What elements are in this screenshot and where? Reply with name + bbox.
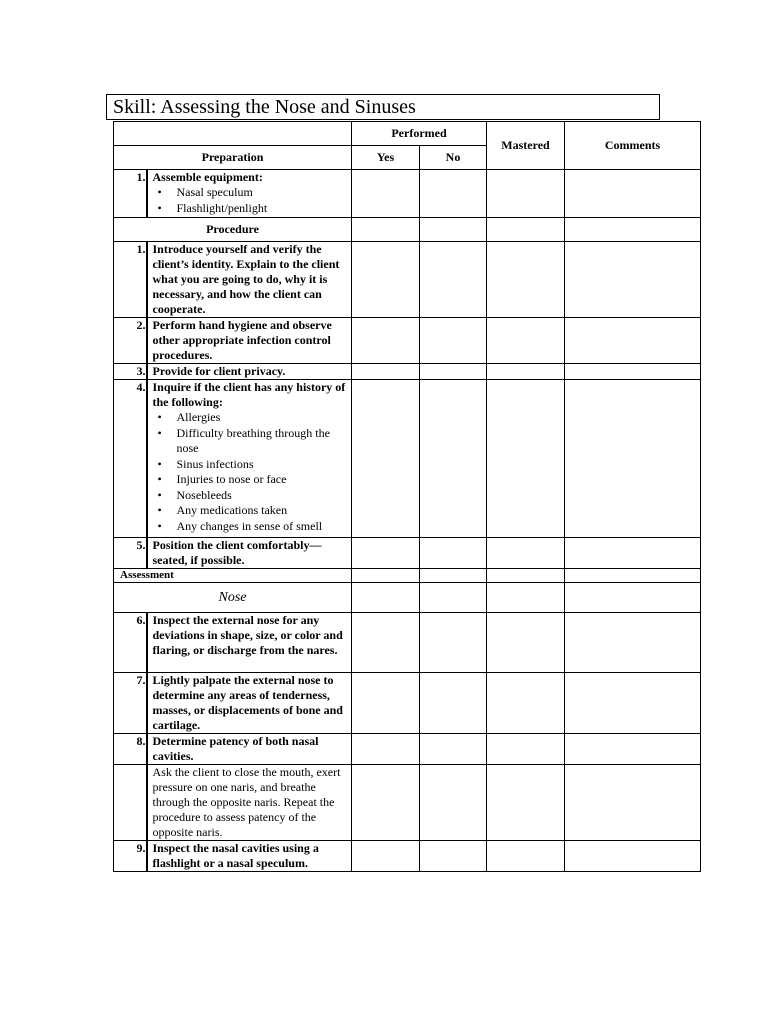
no-header: No bbox=[420, 146, 487, 170]
step-text: Determine patency of both nasal cavities. bbox=[147, 734, 352, 765]
step-number: 6. bbox=[114, 613, 147, 673]
mastered-cell[interactable] bbox=[487, 242, 565, 318]
step-number: 5. bbox=[114, 538, 147, 569]
mastered-cell[interactable] bbox=[487, 613, 565, 673]
step-text: Ask the client to close the mouth, exert pressure on one naris, and breathe through the opposite naris. Repeat the procedure to assess patency of the opposite naris. bbox=[147, 765, 352, 841]
comments-cell[interactable] bbox=[565, 538, 701, 569]
table-row bbox=[114, 673, 701, 734]
yes-cell[interactable] bbox=[352, 583, 420, 613]
yes-cell[interactable] bbox=[352, 380, 420, 538]
comments-header: Comments bbox=[565, 122, 701, 170]
list-item: • Injuries to nose or face bbox=[153, 472, 352, 488]
preparation-header: Preparation bbox=[114, 146, 352, 170]
page-title: Skill: Assessing the Nose and Sinuses bbox=[113, 96, 416, 118]
step-number: 8. bbox=[114, 734, 147, 765]
comments-cell[interactable] bbox=[565, 380, 701, 538]
comments-cell[interactable] bbox=[565, 765, 701, 841]
performed-header: Performed bbox=[352, 122, 487, 146]
equipment-list bbox=[153, 185, 352, 216]
mastered-cell[interactable] bbox=[487, 765, 565, 841]
step-number: 4. bbox=[114, 380, 147, 538]
no-cell[interactable] bbox=[420, 364, 487, 380]
step-number: 9. bbox=[114, 841, 147, 872]
step-text: Provide for client privacy. bbox=[147, 364, 352, 380]
table-row bbox=[114, 734, 701, 765]
table-row bbox=[114, 613, 701, 673]
list-item: • Difficulty breathing through the nose bbox=[153, 426, 352, 457]
step-text bbox=[147, 170, 352, 218]
yes-cell[interactable] bbox=[352, 613, 420, 673]
mastered-cell[interactable] bbox=[487, 318, 565, 364]
mastered-cell[interactable] bbox=[487, 538, 565, 569]
comments-cell[interactable] bbox=[565, 218, 701, 242]
step-text: Inspect the external nose for any deviations in shape, size, or color and flaring, or discharge from the nares. bbox=[147, 613, 352, 673]
comments-cell[interactable] bbox=[565, 841, 701, 872]
yes-cell[interactable] bbox=[352, 569, 420, 583]
title-box bbox=[106, 94, 660, 120]
mastered-cell[interactable] bbox=[487, 218, 565, 242]
mastered-cell[interactable] bbox=[487, 734, 565, 765]
nose-subheading: Nose bbox=[114, 583, 352, 613]
list-item: • Allergies bbox=[153, 410, 352, 426]
procedure-label-row bbox=[114, 218, 701, 242]
no-cell[interactable] bbox=[420, 765, 487, 841]
list-item: • Any medications taken bbox=[153, 503, 352, 519]
table-row bbox=[114, 170, 701, 218]
mastered-cell[interactable] bbox=[487, 170, 565, 218]
comments-cell[interactable] bbox=[565, 364, 701, 380]
mastered-cell[interactable] bbox=[487, 841, 565, 872]
yes-cell[interactable] bbox=[352, 318, 420, 364]
table-row bbox=[114, 318, 701, 364]
step-number: 2. bbox=[114, 318, 147, 364]
mastered-cell[interactable] bbox=[487, 583, 565, 613]
no-cell[interactable] bbox=[420, 583, 487, 613]
header-empty bbox=[114, 122, 352, 146]
step-text: Perform hand hygiene and observe other appropriate infection control procedures. bbox=[147, 318, 352, 364]
step-title: Inquire if the client has any history of the following: bbox=[152, 380, 346, 409]
no-cell[interactable] bbox=[420, 538, 487, 569]
step-title: Assemble equipment: bbox=[152, 170, 263, 184]
yes-cell[interactable] bbox=[352, 841, 420, 872]
no-cell[interactable] bbox=[420, 380, 487, 538]
header-row-1 bbox=[114, 122, 701, 146]
skill-checklist-table bbox=[113, 121, 701, 872]
mastered-cell[interactable] bbox=[487, 364, 565, 380]
step-number: 1. bbox=[114, 242, 147, 318]
list-item: • Sinus infections bbox=[153, 457, 352, 473]
mastered-header: Mastered bbox=[487, 122, 565, 170]
nose-label-row bbox=[114, 583, 701, 613]
comments-cell[interactable] bbox=[565, 318, 701, 364]
no-cell[interactable] bbox=[420, 613, 487, 673]
table-row bbox=[114, 242, 701, 318]
yes-cell[interactable] bbox=[352, 170, 420, 218]
comments-cell[interactable] bbox=[565, 583, 701, 613]
step-text: Introduce yourself and verify the client’s identity. Explain to the client what you are going to do, why it is necessary, and how the client can cooperate. bbox=[147, 242, 352, 318]
table-row bbox=[114, 841, 701, 872]
no-cell[interactable] bbox=[420, 218, 487, 242]
no-cell[interactable] bbox=[420, 673, 487, 734]
step-number: 7. bbox=[114, 673, 147, 734]
step-number: 1. bbox=[114, 170, 147, 218]
yes-cell[interactable] bbox=[352, 765, 420, 841]
table-row bbox=[114, 364, 701, 380]
no-cell[interactable] bbox=[420, 242, 487, 318]
mastered-cell[interactable] bbox=[487, 673, 565, 734]
assessment-label: Assessment bbox=[114, 569, 352, 583]
no-cell[interactable] bbox=[420, 569, 487, 583]
table-row bbox=[114, 380, 701, 538]
step-text bbox=[147, 380, 352, 538]
yes-cell[interactable] bbox=[352, 364, 420, 380]
table-row bbox=[114, 538, 701, 569]
step-text: Position the client comfortably—seated, if possible. bbox=[147, 538, 352, 569]
comments-cell[interactable] bbox=[565, 569, 701, 583]
comments-cell[interactable] bbox=[565, 734, 701, 765]
comments-cell[interactable] bbox=[565, 242, 701, 318]
no-cell[interactable] bbox=[420, 318, 487, 364]
procedure-label: Procedure bbox=[114, 218, 352, 242]
no-cell[interactable] bbox=[420, 841, 487, 872]
comments-cell[interactable] bbox=[565, 613, 701, 673]
yes-header: Yes bbox=[352, 146, 420, 170]
step-text: Inspect the nasal cavities using a flashlight or a nasal speculum. bbox=[147, 841, 352, 872]
list-item: • Nosebleeds bbox=[153, 488, 352, 504]
no-cell[interactable] bbox=[420, 734, 487, 765]
yes-cell[interactable] bbox=[352, 673, 420, 734]
yes-cell[interactable] bbox=[352, 734, 420, 765]
yes-cell[interactable] bbox=[352, 538, 420, 569]
assessment-label-row bbox=[114, 569, 701, 583]
yes-cell[interactable] bbox=[352, 218, 420, 242]
no-cell[interactable] bbox=[420, 170, 487, 218]
comments-cell[interactable] bbox=[565, 673, 701, 734]
comments-cell[interactable] bbox=[565, 170, 701, 218]
table-row bbox=[114, 765, 701, 841]
mastered-cell[interactable] bbox=[487, 380, 565, 538]
list-item: • Any changes in sense of smell bbox=[153, 519, 352, 535]
list-item: • Nasal speculum bbox=[153, 185, 352, 201]
yes-cell[interactable] bbox=[352, 242, 420, 318]
list-item: • Flashlight/penlight bbox=[153, 201, 352, 217]
step-number bbox=[114, 765, 147, 841]
mastered-cell[interactable] bbox=[487, 569, 565, 583]
step-text: Lightly palpate the external nose to determine any areas of tenderness, masses, or displacements of bone and cartilage. bbox=[147, 673, 352, 734]
history-list bbox=[153, 410, 352, 534]
step-number: 3. bbox=[114, 364, 147, 380]
